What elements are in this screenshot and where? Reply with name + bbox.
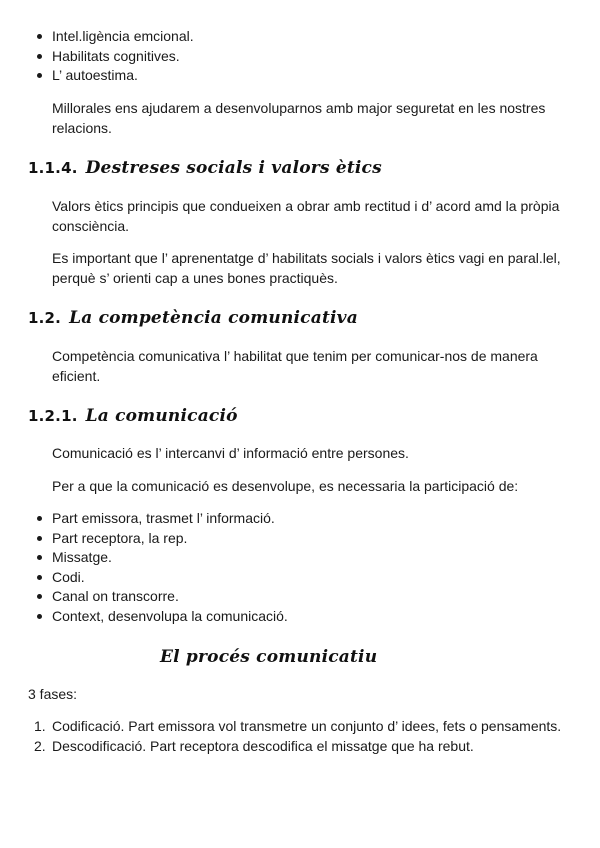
list-item	[28, 717, 573, 737]
list-item: Part receptora, la rep.	[36, 529, 576, 549]
heading-proces-comunicatiu: El procés comunicatiu	[160, 647, 378, 667]
list-item: Habilitats cognitives.	[36, 47, 576, 67]
paragraph-millorales: Millorales ens ajudarem a desenvoluparnos amb major seguretat en les nostres relacions.	[52, 100, 546, 136]
heading-title: La competència comunicativa	[69, 308, 358, 328]
list-item: Context, desenvolupa la comunicació.	[36, 607, 576, 627]
heading-title: La comunicació	[85, 406, 238, 426]
list-text: Codificació. Part emissora vol transmetre un conjunto d’ idees, fets o pensaments.	[52, 718, 562, 734]
fases-list	[28, 717, 573, 756]
list-number: 2.	[34, 737, 46, 754]
paragraph-competencia: Competència comunicativa l’ habilitat que tenim per comunicar-nos de manera eficient.	[52, 348, 538, 384]
emotional-skills-list	[36, 27, 576, 86]
heading-destreses-socials	[28, 156, 382, 180]
heading-number: 1.1.4.	[28, 159, 78, 177]
paragraph-comunicacio: Comunicació es l’ intercanvi d’ informació entre persones.	[52, 445, 409, 461]
paragraph-important: Es important que l’ aprenentatge d’ habilitats socials i valors ètics vagi en paral.lel, perquè s’ orienti cap a unes bones practiquès.	[52, 250, 561, 286]
heading-la-comunicacio	[28, 404, 238, 428]
list-item: L’ autoestima.	[36, 66, 576, 86]
paragraph-valors-etics: Valors ètics principis que condueixen a obrar amb rectitud i d’ acord amd la pròpia consciència.	[52, 198, 560, 234]
list-item: Canal on transcorre.	[36, 587, 576, 607]
fases-label: 3 fases:	[28, 686, 78, 702]
list-item: Missatge.	[36, 548, 576, 568]
heading-number: 1.2.	[28, 309, 62, 327]
list-text: Descodificació. Part receptora descodifica el missatge que ha rebut.	[52, 737, 474, 754]
list-item	[28, 737, 573, 757]
heading-title: Destreses socials i valors ètics	[85, 158, 382, 178]
heading-number: 1.2.1.	[28, 407, 78, 425]
list-item: Intel.ligència emcional.	[36, 27, 576, 47]
communication-elements-list	[36, 509, 576, 626]
list-number: 1.	[34, 718, 46, 734]
list-item: Codi.	[36, 568, 576, 588]
paragraph-participacio: Per a que la comunicació es desenvolupe, es necessaria la participació de:	[52, 478, 519, 494]
heading-competencia-comunicativa	[28, 306, 358, 330]
list-item: Part emissora, trasmet l’ informació.	[36, 509, 576, 529]
